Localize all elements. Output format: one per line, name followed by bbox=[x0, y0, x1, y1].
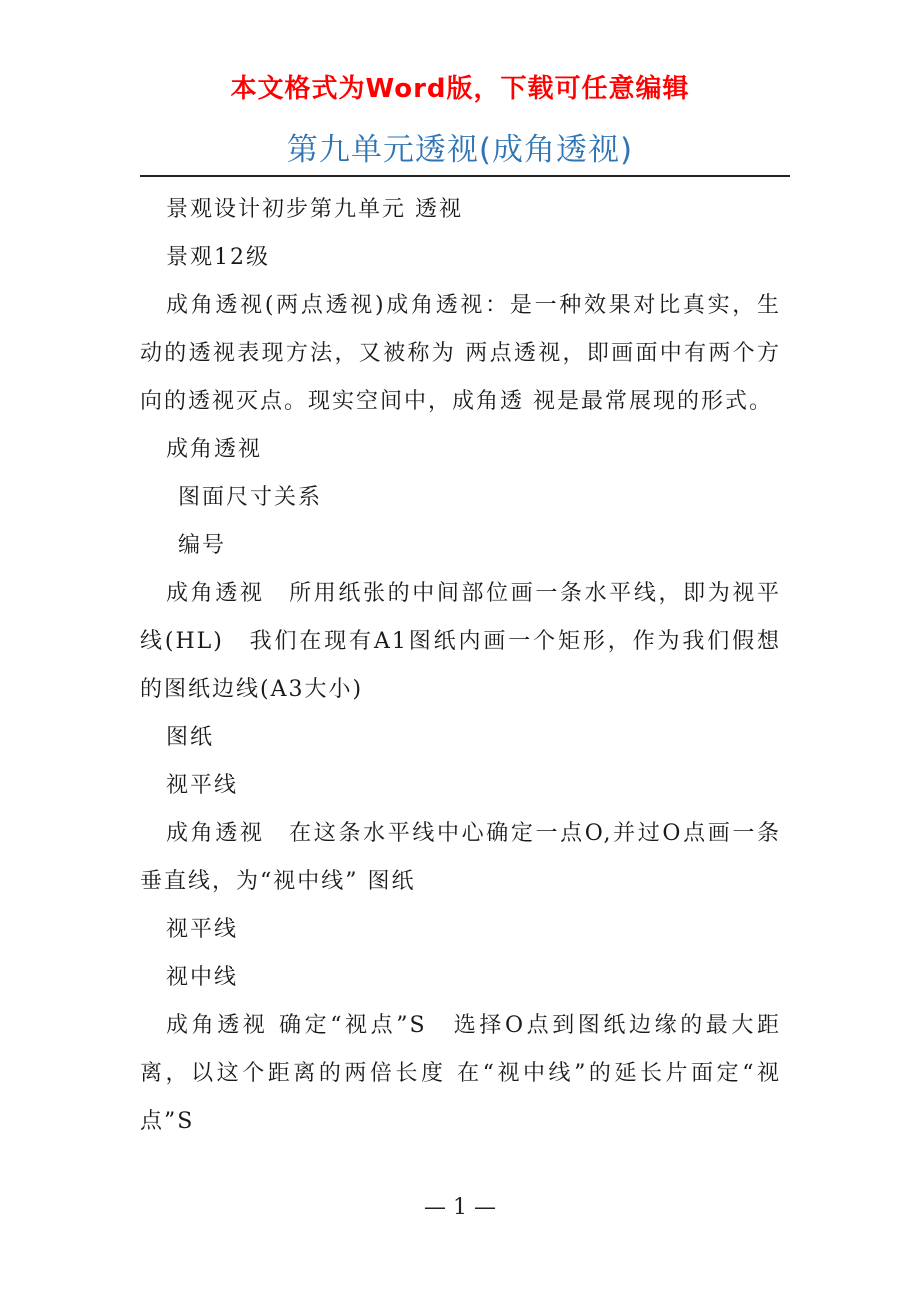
paragraph-heading-angular: 成角透视 bbox=[166, 437, 263, 462]
paragraph-definition: 成角透视(两点透视)成角透视：是一种效果对比真实，生动的透视表现方法，又被称为 两点透视，即画面中有两个方向的透视灭点。现实空间中，成角透 视是最常展现的形式。 bbox=[140, 293, 781, 414]
page-number: — 1 — bbox=[424, 1195, 496, 1220]
paragraph-drawing-paper: 图纸 bbox=[166, 725, 215, 750]
paragraph-horizon-label: 视平线 bbox=[166, 773, 239, 798]
document-title: 第九单元透视(成角透视) bbox=[286, 132, 634, 168]
document-body bbox=[140, 186, 781, 1146]
format-banner: 本文格式为Word版，下载可任意编辑 bbox=[230, 74, 690, 104]
paragraph-center-line: 成角透视 在这条水平线中心确定一点O,并过O点画一条垂直线，为“视中线” 图纸 bbox=[140, 821, 781, 894]
title-divider bbox=[140, 175, 790, 177]
paragraph-size-relation: 图面尺寸关系 bbox=[178, 485, 323, 510]
paragraph-course-title: 景观设计初步第九单元 透视 bbox=[166, 197, 463, 222]
paragraph-class: 景观12级 bbox=[166, 245, 270, 270]
paragraph-number: 编号 bbox=[178, 533, 227, 558]
paragraph-horizon-label-2: 视平线 bbox=[166, 917, 239, 942]
paragraph-center-line-label: 视中线 bbox=[166, 965, 239, 990]
paragraph-horizon-line: 成角透视 所用纸张的中间部位画一条水平线，即为视平线(HL) 我们在现有A1图纸内画一个矩形，作为我们假想的图纸边线(A3大小) bbox=[140, 581, 781, 702]
paragraph-station-point: 成角透视 确定“视点”S 选择O点到图纸边缘的最大距离，以这个距离的两倍长度 在“视中线”的延长片面定“视点”S bbox=[140, 1013, 781, 1134]
